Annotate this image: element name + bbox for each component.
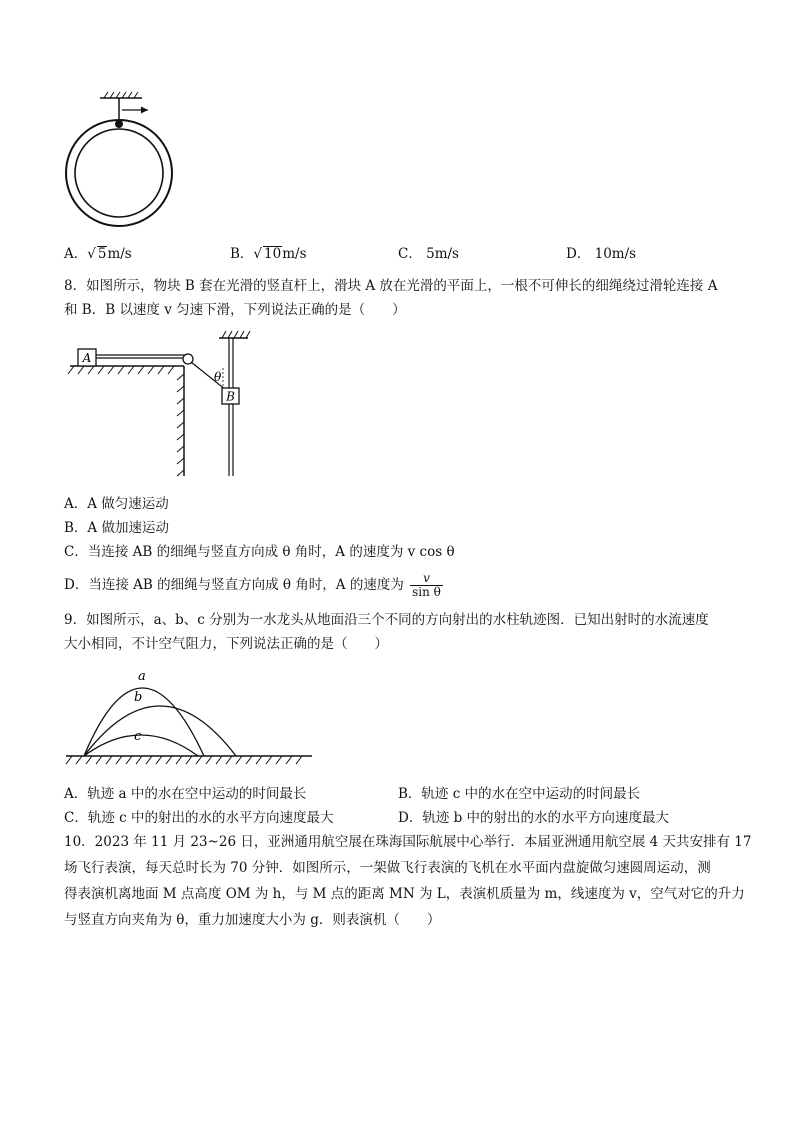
pulley-figure (64, 328, 264, 478)
q9-stem-line-2: 大小相同，不计空气阻力，下列说法正确的是（ ） (64, 636, 388, 652)
q9-option-d: D．轨迹 b 中的射出的水的水平方向速度最大 (398, 810, 670, 826)
label-a: a (138, 669, 146, 684)
fraction-v-over-sin-theta: $\frac{v}{\text{sin θ}}$ (412, 571, 441, 599)
q8-option-b: B．A 做加速运动 (64, 520, 169, 536)
water-trajectory-figure (64, 664, 314, 774)
q8-option-a: A．A 做匀速运动 (64, 496, 169, 512)
q8-option-d: D．当连接 AB 的细绳与竖直方向成 θ 角时，A 的速度为 $\frac{v}{\text{sin θ}}$ (64, 571, 441, 599)
q8-option-c: C．当连接 AB 的细绳与竖直方向成 θ 角时，A 的速度为 v cos θ (64, 544, 455, 560)
label-A: A (82, 351, 92, 365)
q9-option-a: A．轨迹 a 中的水在空中运动的时间最长 (64, 786, 307, 802)
q7-option-c: C． 5m/s (398, 246, 459, 262)
q9-option-c: C．轨迹 c 中的射出的水的水平方向速度最大 (64, 810, 334, 826)
ring-figure (60, 88, 180, 238)
q7-option-a: A．√ 5m/s (64, 246, 132, 262)
label-c: c (134, 729, 142, 744)
q10-stem-line-2: 场飞行表演，每天总时长为 70 分钟．如图所示，一架做飞行表演的飞机在水平面内盘旋做匀速圆周运动，测 (64, 860, 711, 876)
q10-stem-line-3: 得表演机离地面 M 点高度 OM 为 h，与 M 点的距离 MN 为 L，表演机质量为 m，线速度为 v，空气对它的升力 (64, 886, 745, 902)
q9-option-b: B．轨迹 c 中的水在空中运动的时间最长 (398, 786, 641, 802)
sqrt-5: 5 (97, 246, 107, 262)
q8-stem-line-1: 8．如图所示，物块 B 套在光滑的竖直杆上，滑块 A 放在光滑的平面上，一根不可伸长的细绳绕过滑轮连接 A (64, 278, 718, 294)
sqrt-10: 10 (264, 246, 282, 262)
q7-option-d: D． 10m/s (566, 246, 637, 262)
q7-option-b: B．√ 10m/s (230, 246, 307, 262)
label-theta: θ (214, 370, 222, 384)
q10-stem-line-4: 与竖直方向夹角为 θ，重力加速度大小为 g．则表演机（ ） (64, 912, 441, 928)
q10-stem-line-1: 10．2023 年 11 月 23~26 日，亚洲通用航空展在珠海国际航展中心举行．本届亚洲通用航空展 4 天共安排有 17 (64, 834, 752, 850)
q8-stem-line-2: 和 B．B 以速度 v 匀速下滑，下列说法正确的是（ ） (64, 302, 406, 318)
q9-stem-line-1: 9．如图所示，a、b、c 分别为一水龙头从地面沿三个不同的方向射出的水柱轨迹图．已知出射时的水流速度 (64, 612, 709, 628)
label-B: B (226, 389, 235, 404)
label-b: b (134, 690, 143, 705)
